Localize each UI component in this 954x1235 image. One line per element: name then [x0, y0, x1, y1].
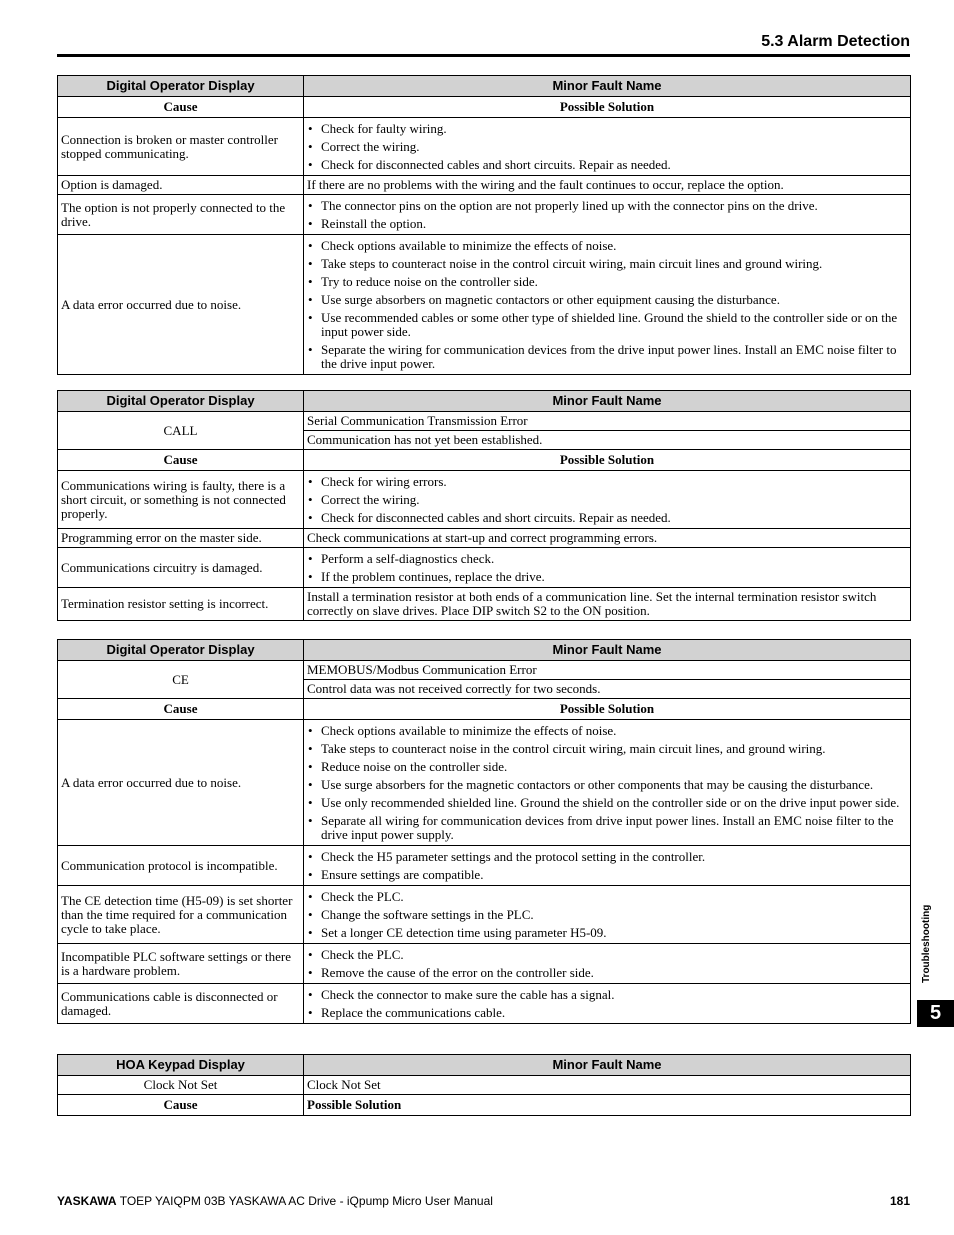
column-header-cause: Cause — [58, 97, 304, 118]
solution-cell — [304, 548, 911, 588]
table-row — [58, 720, 911, 846]
column-header-cause: Cause — [58, 450, 304, 471]
solution-item: • Reduce noise on the controller side. — [307, 760, 907, 774]
solution-item: • Check for wiring errors. — [307, 475, 907, 489]
solution-cell — [304, 720, 911, 846]
column-header-display: Digital Operator Display — [58, 391, 304, 412]
column-header-solution: Possible Solution — [304, 1095, 911, 1116]
table-row — [58, 471, 911, 529]
cause-cell: A data error occurred due to noise. — [58, 720, 304, 846]
fault-description: Control data was not received correctly for two seconds. — [304, 680, 911, 699]
cause-cell: Communications wiring is faulty, there is a short circuit, or something is not connected properly. — [58, 471, 304, 529]
solution-item: • Change the software settings in the PLC. — [307, 908, 907, 922]
fault-name: MEMOBUS/Modbus Communication Error — [304, 661, 911, 680]
cause-cell: A data error occurred due to noise. — [58, 235, 304, 375]
solution-item: • Check for disconnected cables and short circuits. Repair as needed. — [307, 511, 907, 525]
solution-item: • Replace the communications cable. — [307, 1006, 907, 1020]
solution-cell — [304, 944, 911, 984]
cause-cell: The CE detection time (H5-09) is set shorter than the time required for a communication cycle to take place. — [58, 886, 304, 944]
cause-cell: Programming error on the master side. — [58, 529, 304, 548]
fault-table-4 — [57, 1054, 911, 1116]
solution-item: • Correct the wiring. — [307, 140, 907, 154]
display-code: CALL — [58, 412, 304, 450]
solution-item: • If the problem continues, replace the drive. — [307, 570, 907, 584]
cause-cell: Incompatible PLC software settings or there is a hardware problem. — [58, 944, 304, 984]
solution-cell: If there are no problems with the wiring and the fault continues to occur, replace the option. — [304, 176, 911, 195]
solution-item: • Check the PLC. — [307, 948, 907, 962]
footer-document-title: TOEP YAIQPM 03B YASKAWA AC Drive - iQpump Micro User Manual — [119, 1194, 493, 1208]
table-row — [58, 118, 911, 176]
fault-table-1 — [57, 75, 911, 375]
solution-item: • Ensure settings are compatible. — [307, 868, 907, 882]
column-header-cause: Cause — [58, 1095, 304, 1116]
solution-cell — [304, 984, 911, 1024]
solution-cell — [304, 846, 911, 886]
solution-item: • Check for disconnected cables and short circuits. Repair as needed. — [307, 158, 907, 172]
solution-item: • Correct the wiring. — [307, 493, 907, 507]
display-code: Clock Not Set — [58, 1076, 304, 1095]
solution-item: • Use recommended cables or some other type of shielded line. Ground the shield to the controller side or on the input power side. — [307, 311, 907, 339]
cause-cell: The option is not properly connected to the drive. — [58, 195, 304, 235]
solution-item: • Reinstall the option. — [307, 217, 907, 231]
fault-table-3 — [57, 639, 911, 1024]
table-row — [58, 176, 911, 195]
column-header-display: HOA Keypad Display — [58, 1055, 304, 1076]
fault-description: Communication has not yet been established. — [304, 431, 911, 450]
column-header-solution: Possible Solution — [304, 450, 911, 471]
table-row — [58, 846, 911, 886]
solution-item: • Try to reduce noise on the controller side. — [307, 275, 907, 289]
solution-item: • Check for faulty wiring. — [307, 122, 907, 136]
page-number: 181 — [889, 1194, 910, 1208]
table-row — [58, 984, 911, 1024]
solution-cell — [304, 471, 911, 529]
column-header-solution: Possible Solution — [304, 699, 911, 720]
solution-item: • Remove the cause of the error on the controller side. — [307, 966, 907, 980]
column-header-cause: Cause — [58, 699, 304, 720]
solution-cell — [304, 195, 911, 235]
chapter-side-label: Troubleshooting — [921, 904, 932, 983]
solution-item: • Perform a self-diagnostics check. — [307, 552, 907, 566]
table-row — [58, 195, 911, 235]
footer-brand: YASKAWA — [57, 1194, 117, 1208]
column-header-solution: Possible Solution — [304, 97, 911, 118]
solution-cell — [304, 886, 911, 944]
solution-item: • Set a longer CE detection time using parameter H5-09. — [307, 926, 907, 940]
solution-item: • Check options available to minimize the effects of noise. — [307, 724, 907, 738]
solution-item: • Use surge absorbers for the magnetic contactors or other components that may be causing the disturbance. — [307, 778, 907, 792]
solution-item: • Separate the wiring for communication devices from the drive input power lines. Install an EMC noise filter to the drive input power. — [307, 343, 907, 371]
section-title: 5.3 Alarm Detection — [761, 33, 910, 50]
display-code: CE — [58, 661, 304, 699]
table-row — [58, 588, 911, 621]
column-header-fault-name: Minor Fault Name — [304, 391, 911, 412]
column-header-fault-name: Minor Fault Name — [304, 640, 911, 661]
column-header-display: Digital Operator Display — [58, 640, 304, 661]
cause-cell: Connection is broken or master controller stopped communicating. — [58, 118, 304, 176]
solution-item: • The connector pins on the option are not properly lined up with the connector pins on the drive. — [307, 199, 907, 213]
fault-table-2 — [57, 390, 911, 621]
solution-cell — [304, 118, 911, 176]
column-header-fault-name: Minor Fault Name — [304, 1055, 911, 1076]
solution-item: • Check options available to minimize the effects of noise. — [307, 239, 907, 253]
page-footer — [57, 1194, 910, 1208]
solution-cell — [304, 235, 911, 375]
fault-name: Clock Not Set — [304, 1076, 911, 1095]
column-header-fault-name: Minor Fault Name — [304, 76, 911, 97]
header-rule — [57, 54, 910, 57]
table-row — [58, 529, 911, 548]
table-row — [58, 886, 911, 944]
table-row — [58, 235, 911, 375]
solution-item: • Separate all wiring for communication devices from drive input power lines. Install an EMC noise filter to the drive input power supply. — [307, 814, 907, 842]
solution-item: • Check the connector to make sure the cable has a signal. — [307, 988, 907, 1002]
solution-item: • Use surge absorbers on magnetic contactors or other equipment causing the disturbance. — [307, 293, 907, 307]
table-row — [58, 548, 911, 588]
solution-item: • Check the H5 parameter settings and the protocol setting in the controller. — [307, 850, 907, 864]
solution-item: • Take steps to counteract noise in the control circuit wiring, main circuit lines, and ground wiring. — [307, 742, 907, 756]
solution-cell: Check communications at start-up and correct programming errors. — [304, 529, 911, 548]
cause-cell: Termination resistor setting is incorrect. — [58, 588, 304, 621]
cause-cell: Option is damaged. — [58, 176, 304, 195]
column-header-display: Digital Operator Display — [58, 76, 304, 97]
solution-item: • Check the PLC. — [307, 890, 907, 904]
cause-cell: Communications circuitry is damaged. — [58, 548, 304, 588]
solution-cell: Install a termination resistor at both ends of a communication line. Set the internal termination resistor switch correctly on slave drives. Place DIP switch S2 to the ON position. — [304, 588, 911, 621]
table-row — [58, 944, 911, 984]
chapter-number-tab: 5 — [917, 1000, 954, 1027]
cause-cell: Communication protocol is incompatible. — [58, 846, 304, 886]
solution-item: • Take steps to counteract noise in the control circuit wiring, main circuit lines and ground wiring. — [307, 257, 907, 271]
fault-name: Serial Communication Transmission Error — [304, 412, 911, 431]
solution-item: • Use only recommended shielded line. Ground the shield on the controller side or on the drive input power side. — [307, 796, 907, 810]
cause-cell: Communications cable is disconnected or damaged. — [58, 984, 304, 1024]
